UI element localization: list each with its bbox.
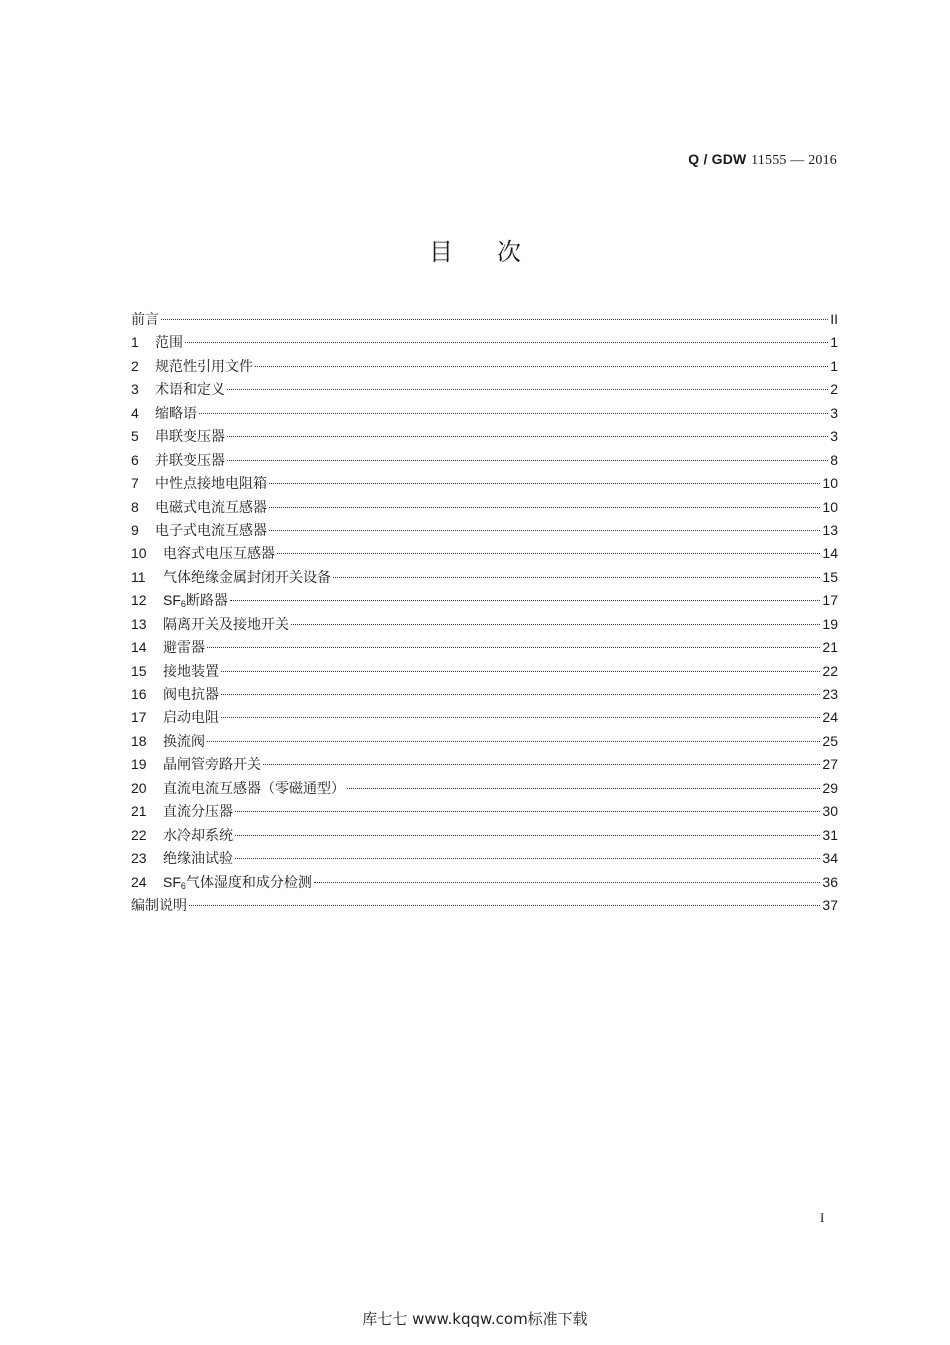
toc-entry-page: 30 — [822, 803, 838, 820]
toc-entry-number: 2 — [131, 357, 139, 374]
toc-entry-number: 18 — [131, 732, 147, 749]
toc-entry[interactable] — [131, 355, 838, 378]
toc-entry-number: 3 — [131, 381, 139, 398]
table-of-contents — [131, 308, 838, 917]
toc-entry-title: 规范性引用文件 — [155, 358, 253, 375]
toc-dot-leader — [227, 389, 828, 390]
toc-entry[interactable] — [131, 683, 838, 706]
toc-entry-number: 4 — [131, 404, 139, 421]
toc-entry-title: 绝缘油试验 — [163, 851, 233, 868]
toc-entry-page: 3 — [830, 404, 838, 421]
toc-dot-leader — [291, 624, 820, 625]
toc-entry[interactable] — [131, 613, 838, 636]
toc-entry-title — [163, 589, 228, 616]
toc-dot-leader — [277, 553, 820, 554]
toc-dot-leader — [207, 741, 820, 742]
toc-entry-number: 11 — [131, 568, 146, 585]
toc-entry[interactable] — [131, 800, 838, 823]
toc-dot-leader — [227, 436, 828, 437]
toc-entry[interactable] — [131, 730, 838, 753]
toc-entry-page: 29 — [822, 779, 838, 796]
toc-entry-page: 17 — [822, 592, 838, 609]
toc-dot-leader — [314, 882, 821, 883]
toc-title-subscript: 6 — [180, 599, 186, 610]
toc-dot-leader — [221, 694, 820, 695]
toc-dot-leader — [227, 460, 828, 461]
toc-entry-title: 并联变压器 — [155, 452, 225, 469]
toc-entry-number: 7 — [131, 475, 139, 492]
toc-entry-page: 36 — [822, 873, 838, 890]
toc-entry[interactable] — [131, 542, 838, 565]
toc-entry-title: 范围 — [155, 335, 183, 352]
toc-entry-number: 12 — [131, 592, 147, 609]
toc-entry-number: 5 — [131, 428, 139, 445]
standard-code: Q / GDW — [688, 151, 747, 167]
toc-entry-number: 1 — [131, 334, 139, 351]
toc-entry-page: 21 — [822, 639, 838, 656]
toc-entry[interactable] — [131, 449, 838, 472]
toc-entry-page: 14 — [822, 545, 838, 562]
toc-dot-leader — [269, 507, 820, 508]
toc-entry-number: 10 — [131, 545, 147, 562]
toc-entry-number: 8 — [131, 498, 139, 515]
toc-entry-title: 电容式电压互感器 — [163, 546, 275, 563]
toc-title-subscript: 6 — [180, 880, 186, 891]
toc-entry[interactable] — [131, 824, 838, 847]
toc-title-suffix: 气体湿度和成分检测 — [185, 874, 312, 891]
toc-entry-title: 术语和定义 — [155, 382, 225, 399]
toc-entry-page: 1 — [830, 357, 838, 374]
toc-entry-page: 1 — [830, 334, 838, 351]
toc-entry-page: 2 — [830, 381, 838, 398]
toc-dot-leader — [235, 811, 820, 812]
toc-dot-leader — [263, 764, 820, 765]
toc-entry-title: 接地装置 — [163, 663, 219, 680]
toc-entry-number: 15 — [131, 662, 147, 679]
toc-entry[interactable] — [131, 636, 838, 659]
toc-entry-title — [163, 871, 312, 898]
toc-entry-page: 31 — [822, 826, 838, 843]
toc-entry-page: 19 — [822, 615, 838, 632]
toc-entry-number: 19 — [131, 756, 147, 773]
toc-entry-page: 24 — [822, 709, 838, 726]
toc-entry-title: 晶闸管旁路开关 — [163, 757, 261, 774]
toc-entry-page: 22 — [822, 662, 838, 679]
toc-entry-title: 电子式电流互感器 — [155, 522, 267, 539]
toc-entry[interactable] — [131, 589, 838, 612]
toc-entry-title: 水冷却系统 — [163, 827, 233, 844]
toc-dot-leader — [230, 600, 821, 601]
page-title: 目次 — [429, 238, 565, 266]
toc-entry-page: II — [830, 311, 838, 327]
toc-entry-page: 13 — [822, 521, 838, 538]
toc-entry[interactable] — [131, 308, 838, 331]
toc-entry-title: 缩略语 — [155, 405, 197, 422]
toc-dot-leader — [269, 530, 820, 531]
page-number: I — [820, 1210, 825, 1225]
toc-entry-number: 20 — [131, 779, 147, 796]
toc-entry-title: 隔离开关及接地开关 — [163, 616, 289, 633]
toc-entry-title: 编制说明 — [131, 897, 187, 914]
toc-entry-title: 气体绝缘金属封闭开关设备 — [163, 569, 331, 586]
toc-entry-page: 23 — [822, 686, 838, 702]
toc-entry-number: 17 — [131, 709, 147, 726]
toc-entry-page: 34 — [822, 850, 838, 867]
toc-dot-leader — [347, 788, 820, 789]
toc-entry-page: 25 — [822, 732, 838, 749]
toc-entry[interactable] — [131, 472, 838, 495]
toc-dot-leader — [221, 717, 820, 718]
standard-number: 11555 — 2016 — [751, 153, 837, 168]
toc-title-prefix: SF — [163, 873, 181, 890]
toc-dot-leader — [185, 342, 828, 343]
toc-entry-number: 24 — [131, 873, 147, 890]
toc-title-prefix: SF — [163, 592, 181, 609]
toc-dot-leader — [199, 413, 828, 414]
toc-entry[interactable] — [131, 871, 838, 894]
toc-dot-leader — [235, 858, 820, 859]
toc-entry[interactable] — [131, 425, 838, 448]
toc-entry[interactable] — [131, 519, 838, 542]
toc-entry-title: 串联变压器 — [155, 429, 225, 446]
toc-entry-title: 前言 — [131, 312, 159, 328]
toc-entry-title: 避雷器 — [163, 640, 205, 657]
toc-entry[interactable] — [131, 847, 838, 870]
toc-entry-page: 3 — [830, 428, 838, 445]
toc-entry-title: 电磁式电流互感器 — [155, 499, 267, 516]
footer-watermark: 库七七 www.kqqw.com标准下载 — [362, 1310, 588, 1328]
toc-entry-page: 8 — [830, 451, 838, 468]
toc-entry-number: 22 — [131, 826, 147, 843]
toc-entry-number: 6 — [131, 451, 139, 468]
toc-dot-leader — [255, 366, 828, 367]
toc-entry[interactable] — [131, 496, 838, 519]
toc-entry-number: 16 — [131, 686, 147, 702]
toc-dot-leader — [333, 577, 820, 578]
toc-entry[interactable] — [131, 378, 838, 401]
toc-dot-leader — [269, 483, 820, 484]
toc-entry-title: 启动电阻 — [163, 710, 219, 727]
toc-entry[interactable] — [131, 566, 838, 589]
toc-entry[interactable] — [131, 777, 838, 800]
toc-entry-title: 直流电流互感器（零磁通型） — [163, 780, 345, 797]
toc-dot-leader — [235, 835, 820, 836]
toc-entry[interactable] — [131, 706, 838, 729]
standard-header — [688, 151, 837, 169]
toc-entry-number: 21 — [131, 803, 147, 820]
toc-entry-number: 13 — [131, 615, 147, 632]
toc-entry-number: 9 — [131, 521, 139, 538]
toc-entry-page: 27 — [822, 756, 838, 773]
toc-dot-leader — [221, 671, 820, 672]
toc-entry[interactable] — [131, 331, 838, 354]
toc-entry-title: 直流分压器 — [163, 804, 233, 821]
toc-entry-title: 阀电抗器 — [163, 687, 219, 703]
toc-entry[interactable] — [131, 660, 838, 683]
toc-title-suffix: 断路器 — [185, 593, 228, 610]
toc-entry-page: 37 — [822, 896, 838, 913]
toc-dot-leader — [189, 905, 820, 906]
toc-entry-number: 23 — [131, 850, 147, 867]
toc-dot-leader — [207, 647, 820, 648]
toc-entry-page: 15 — [822, 568, 838, 585]
toc-entry[interactable] — [131, 402, 838, 425]
toc-entry[interactable] — [131, 753, 838, 776]
toc-dot-leader — [161, 319, 828, 320]
toc-entry-title: 换流阀 — [163, 733, 205, 750]
toc-entry-number: 14 — [131, 639, 147, 656]
toc-entry-page: 10 — [822, 475, 838, 492]
toc-entry-page: 10 — [822, 498, 838, 515]
toc-entry-title: 中性点接地电阻箱 — [155, 476, 267, 493]
